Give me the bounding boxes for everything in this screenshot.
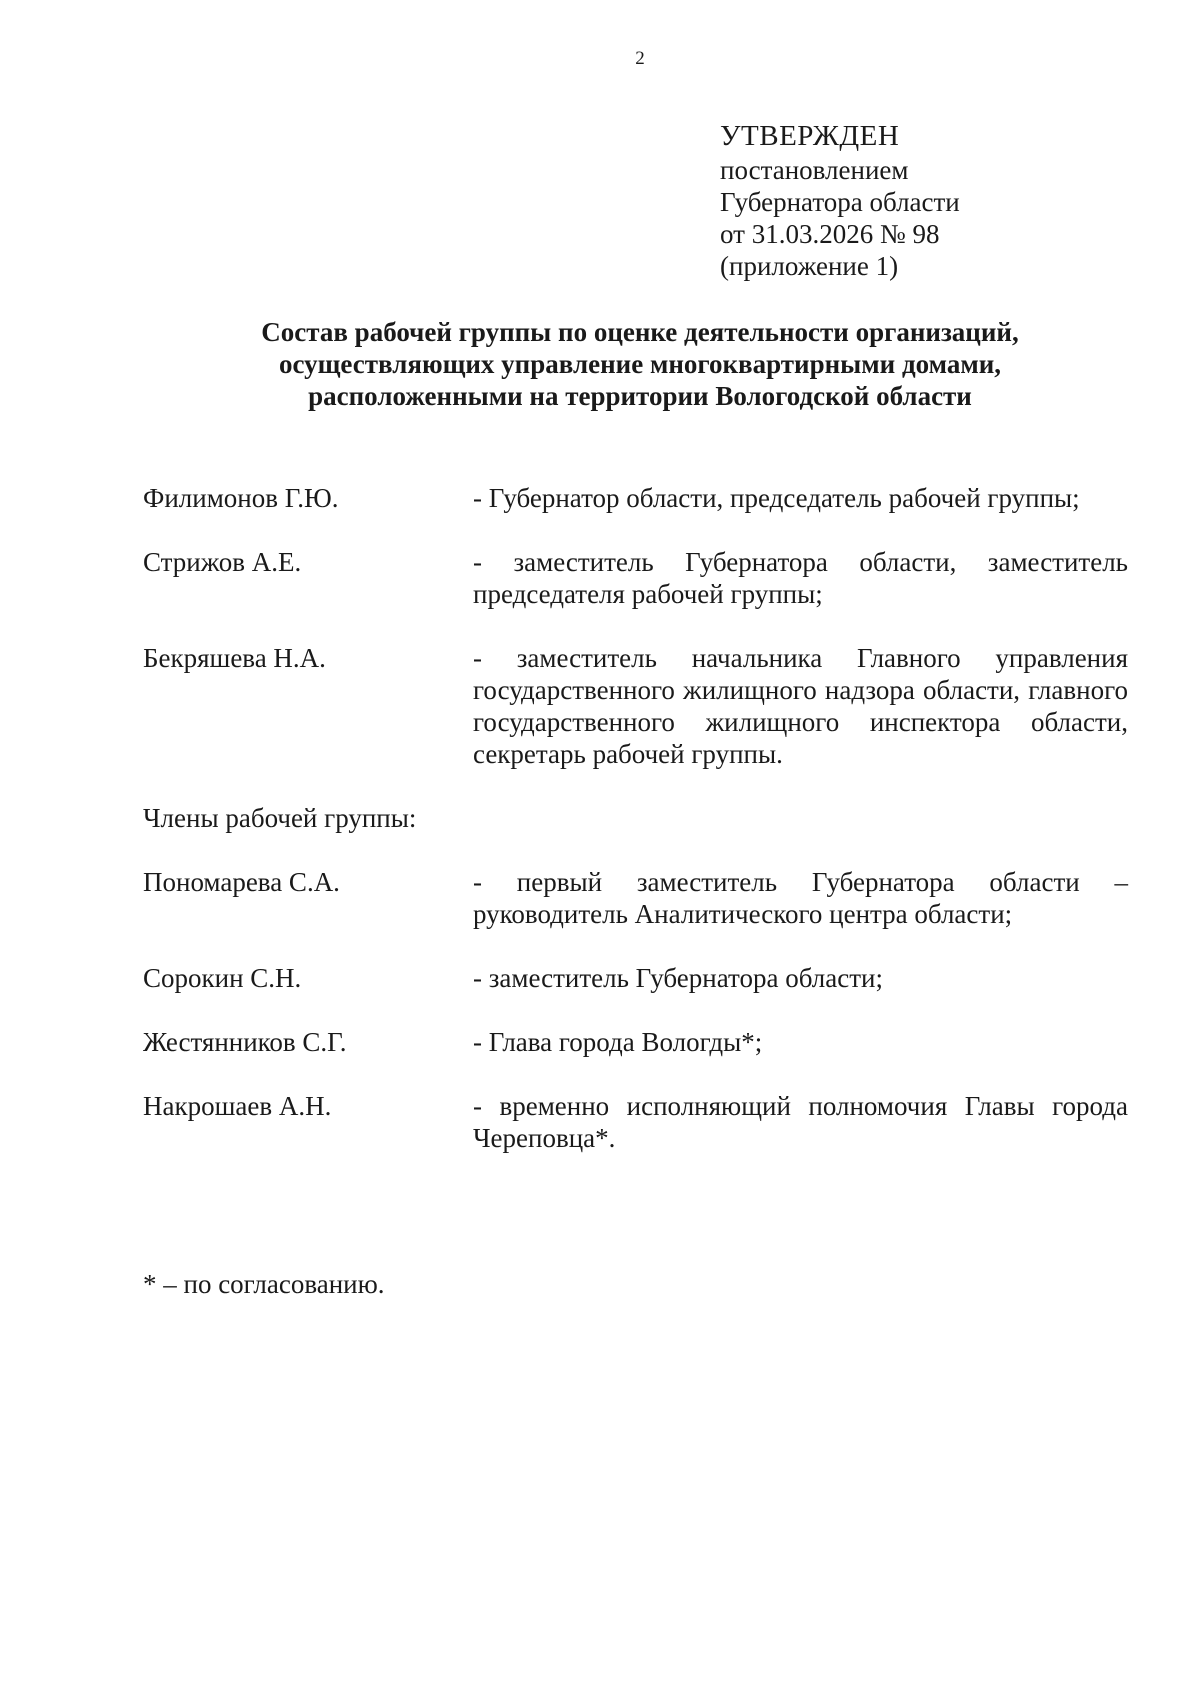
member-name: Филимонов Г.Ю. [143, 483, 339, 513]
member-name: Стрижов А.Е. [143, 547, 302, 577]
member-row [143, 866, 1128, 930]
member-role: - Губернатор области, председатель рабочей группы; [473, 483, 1080, 513]
member-row-secretary [143, 642, 1128, 770]
members-list [143, 482, 1128, 1154]
member-role: - первый заместитель Губернатора области – руководитель Аналитического центра области; [473, 867, 1128, 929]
approval-line-2: Губернатора области [720, 187, 960, 217]
member-role: - заместитель начальника Главного управления государственного жилищного надзора области, главного государственного жилищного инспектора области, секретарь рабочей группы. [473, 643, 1128, 769]
title-line-3: расположенными на территории Вологодской области [308, 381, 972, 411]
approval-line-1: постановлением [720, 155, 909, 185]
title-line-1: Состав рабочей группы по оценке деятельности организаций, [261, 317, 1019, 347]
approval-line-4: (приложение 1) [720, 251, 899, 281]
member-role: - заместитель Губернатора области; [473, 963, 883, 993]
approval-stamp [720, 120, 960, 282]
approval-line-3: от 31.03.2026 № 98 [720, 219, 940, 249]
member-name: Жестянников С.Г. [143, 1027, 347, 1057]
member-name: Пономарева С.А. [143, 867, 340, 897]
member-row [143, 1090, 1128, 1154]
footnote: * – по согласованию. [143, 1269, 385, 1299]
member-name: Бекряшева Н.А. [143, 643, 326, 673]
member-name: Сорокин С.Н. [143, 963, 302, 993]
page-number: 2 [635, 48, 645, 69]
members-section-label: Члены рабочей группы: [143, 803, 417, 833]
member-row [143, 1026, 1128, 1058]
title-line-2: осуществляющих управление многоквартирными домами, [278, 349, 1002, 379]
document-title [150, 316, 1130, 412]
member-row-leader [143, 482, 1128, 514]
member-row [143, 962, 1128, 994]
member-name: Накрошаев А.Н. [143, 1091, 332, 1121]
member-role: - Глава города Вологды*; [473, 1027, 763, 1057]
member-role: - заместитель Губернатора области, заместитель председателя рабочей группы; [473, 547, 1128, 609]
approval-heading: УТВЕРЖДЕН [720, 120, 900, 152]
member-row-deputy [143, 546, 1128, 610]
member-role: - временно исполняющий полномочия Главы города Череповца*. [473, 1091, 1128, 1153]
